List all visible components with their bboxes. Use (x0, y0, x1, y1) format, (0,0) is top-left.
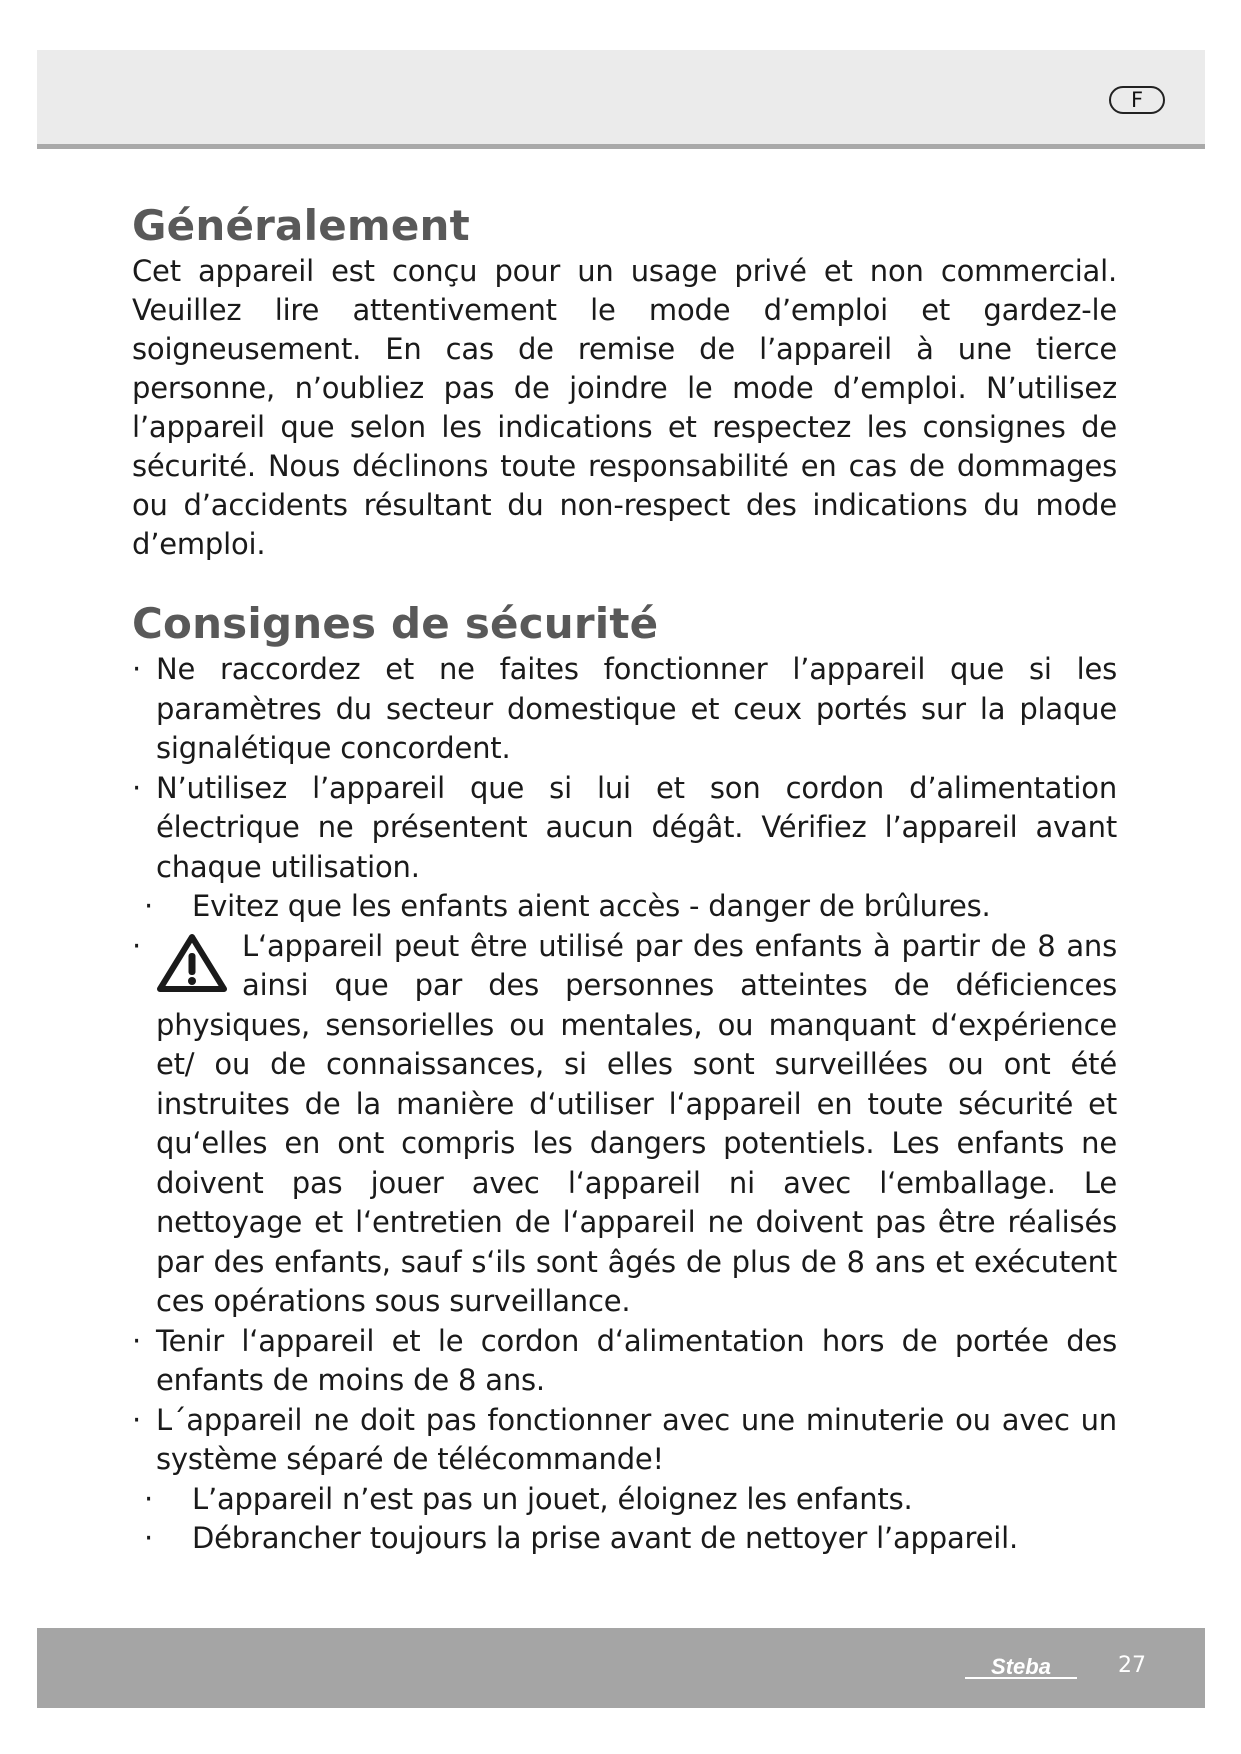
list-item (132, 769, 1117, 888)
safety-list (132, 650, 1117, 1559)
list-item-text: Débrancher toujours la prise avant de nettoyer l’appareil. (192, 1521, 1018, 1555)
bullet-dot: · (132, 770, 142, 805)
list-item-text: Evitez que les enfants aient accès - danger de brûlures. (192, 889, 991, 923)
list-item-text: L´appareil ne doit pas fonctionner avec une minuterie ou avec un système séparé de télécommande! (156, 1402, 1117, 1476)
section-title-general: Généralement (132, 201, 470, 250)
brand-logo (961, 1654, 1081, 1682)
list-item (132, 1480, 1117, 1520)
bullet-dot: · (132, 1323, 142, 1358)
warning-triangle-icon (156, 933, 228, 995)
list-item-text: L’appareil n’est pas un jouet, éloignez les enfants. (192, 1481, 913, 1516)
list-item-text: N’utilisez l’appareil que si lui et son cordon d’alimentation électrique ne présentent aucun dégât. Vérifiez l’appareil avant chaque utilisation. (156, 770, 1117, 884)
bullet-dot: · (144, 1521, 154, 1555)
page-content (132, 200, 1117, 1559)
bullet-dot: · (132, 1402, 142, 1437)
list-item-text: L‘appareil peut être utilisé par des enfants à partir de 8 ans ainsi que par des personnes atteintes de déficiences physiques, sensorielles ou mentales, ou manquant d‘expérience et/ ou de connaissances, si elles sont surveillées ou ont été instruites de la manière d‘utiliser l‘appareil en toute sécurité et qu‘elles en ont compris les dangers potentiels. Les enfants ne doivent pas jouer avec l‘appareil ni avec l‘emballage. Le nettoyage et l‘entretien de l‘appareil ne doivent pas être réalisés par des enfants, sauf s‘ils sont âgés de plus de 8 ans et exécutent ces opérations sous surveillance. (156, 928, 1117, 1318)
list-item (132, 1401, 1117, 1480)
list-item-warning (132, 927, 1117, 1322)
list-item (132, 650, 1117, 769)
bullet-dot: · (132, 652, 142, 686)
bullet-dot: · (132, 928, 142, 963)
bullet-dot: · (144, 889, 154, 923)
section-title-safety: Consignes de sécurité (132, 599, 659, 648)
general-paragraph: Cet appareil est conçu pour un usage privé et non commercial. Veuillez lire attentivement le mode d’emploi et gardez-le soigneusement. En cas de remise de l’appareil à une tierce personne, n’oubliez pas de joindre le mode d’emploi. N’utilisez l’appareil que selon les indications et respectez les consignes de sécurité. Nous déclinons toute responsabilité en cas de dommages ou d’accidents résultant du non-respect des indications du mode d’emploi. (132, 254, 1117, 561)
page-number: 27 (1118, 1653, 1146, 1678)
section-safety (132, 598, 1117, 1559)
header-band (37, 50, 1205, 144)
section-general (132, 200, 1117, 564)
list-item (132, 887, 1117, 927)
list-item-text: Ne raccordez et ne faites fonctionner l’appareil que si les paramètres du secteur domestique et ceux portés sur la plaque signalétique concordent. (156, 652, 1117, 765)
header-rule (37, 144, 1205, 149)
bullet-dot: · (144, 1481, 154, 1516)
list-item-text: Tenir l‘appareil et le cordon d‘alimentation hors de portée des enfants de moins de 8 ans. (156, 1323, 1117, 1397)
brand-logo-text: Steba (991, 1654, 1051, 1679)
language-badge: F (1109, 86, 1165, 114)
list-item (132, 1519, 1117, 1559)
list-item (132, 1322, 1117, 1401)
